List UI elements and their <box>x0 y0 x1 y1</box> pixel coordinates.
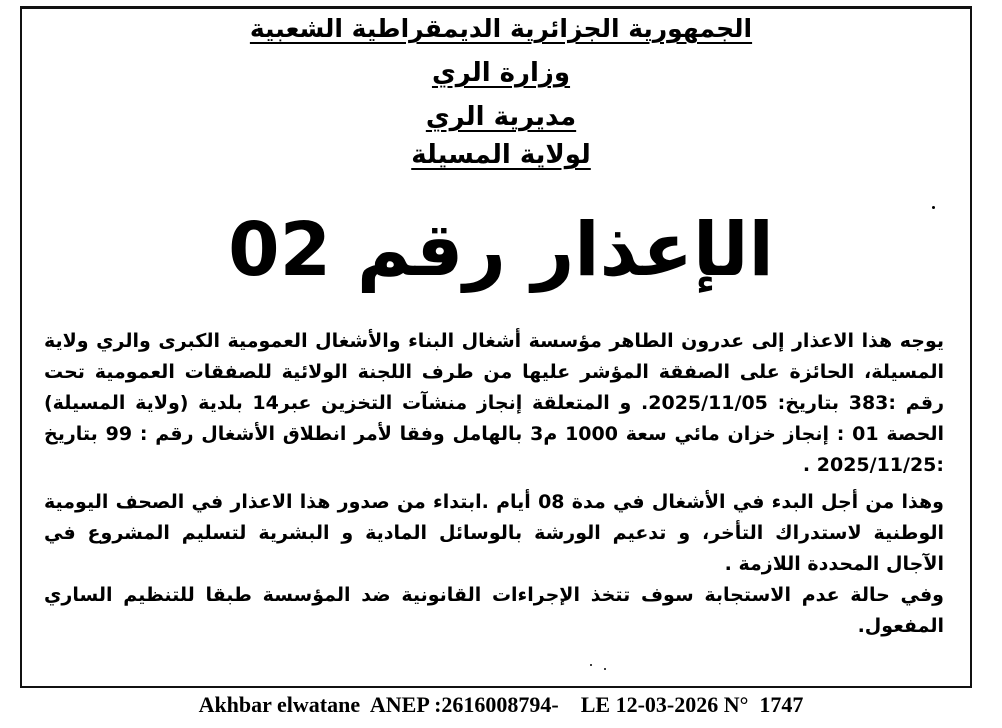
body-paragraph-2: وهذا من أجل البدء في الأشغال في مدة 08 أيام .ابتداء من صدور هذا الاعذار في الصحف اليومية الوطنية لاستدراك التأخر، و تدعيم الورشة بالوسائل المادية و البشرية لتسليم المشروع في الآجال المحددة اللازمة . <box>44 491 944 575</box>
directorate-text: مديرية الري <box>425 102 577 132</box>
body-paragraph-1: يوجه هذا الاعذار إلى عدرون الطاهر مؤسسة أشغال البناء والأشغال العمومية الكبرى والري ولاية المسيلة، الحائزة على الصفقة المؤشر عليها من طرف اللجنة الولائية للصفقات العمومية تحت رقم :383 بتاريخ: 2025/11/05. و المتعلقة إنجاز منشآت التخزين عبر14 بلدية (ولاية المسيلة) الحصة 01 : إنجاز خزان مائي سعة 1000 م3 بالهامل وفقا لأمر انطلاق الأشغال رقم : 99 بتاريخ :2025/11/25 . <box>44 330 945 476</box>
wilaya-heading <box>0 140 1002 170</box>
ministry-text: وزارة الري <box>431 58 571 88</box>
scan-speck <box>604 668 606 670</box>
wilaya-text: لولاية المسيلة <box>411 140 591 170</box>
body-paragraph-3: وفي حالة عدم الاستجابة سوف تتخذ الإجراءات القانونية ضد المؤسسة طبقا للتنظيم الساري المفعول. <box>44 584 944 637</box>
republic-heading <box>0 14 1002 43</box>
ministry-heading <box>0 58 1002 88</box>
directorate-heading <box>0 102 1002 132</box>
scan-speck <box>590 664 592 666</box>
notice-body <box>44 326 944 642</box>
scan-speck <box>932 206 935 209</box>
republic-text: الجمهورية الجزائرية الديمقراطية الشعبية <box>249 14 753 43</box>
publication-footer: Akhbar elwatane ANEP :2616008794- LE 12-03-2026 N° 1747 <box>198 692 804 717</box>
notice-title: الإعذار رقم 02 <box>228 207 774 293</box>
